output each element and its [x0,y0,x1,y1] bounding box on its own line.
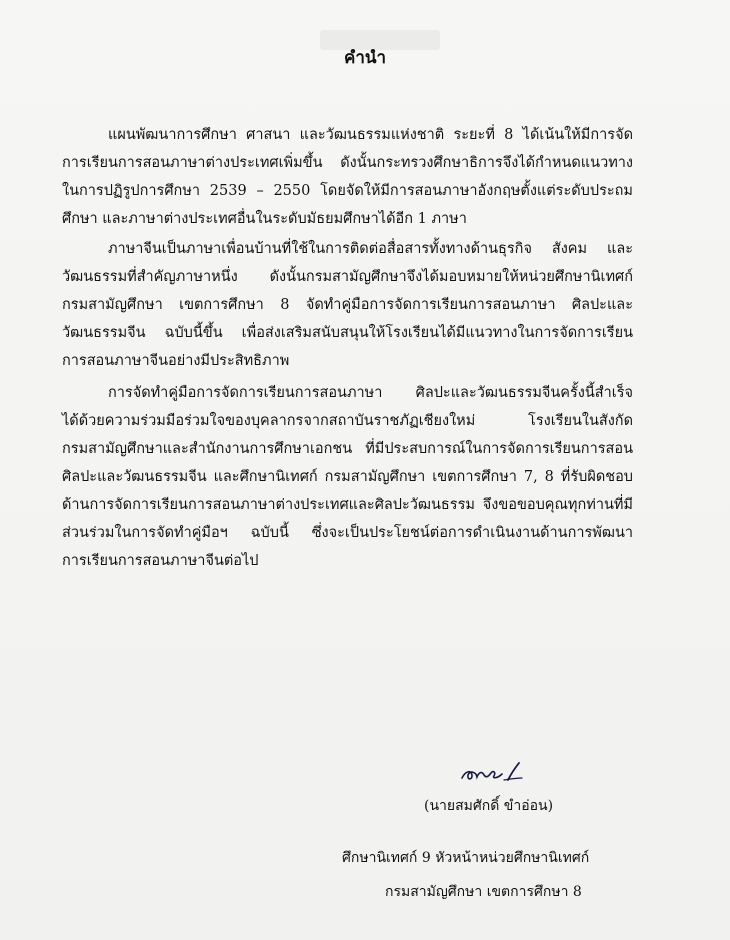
para-2-line-2: วัฒนธรรมที่สำคัญภาษาหนึ่ง ดังนั้นกรมสามัญศึกษาจึงได้มอบหมายให้หน่วยศึกษานิเทศก์ [62,269,633,285]
para-3-line-4: ศิลปะและวัฒนธรรมจีน และศึกษานิเทศก์ กรมสามัญศึกษา เขตการศึกษา 7, 8 ที่รับผิดชอบ [62,469,633,485]
para-3-line-1: การจัดทำคู่มือการจัดการเรียนการสอนภาษา ศิลปะและวัฒนธรรมจีนครั้งนี้สำเร็จ [108,385,633,401]
para-2-line-5: การสอนภาษาจีนอย่างมีประสิทธิภาพ [62,353,290,369]
para-1-line-4: ศึกษา และภาษาต่างประเทศอื่นในระดับมัธยมศึกษาได้อีก 1 ภาษา [62,211,467,227]
signer-position: ศึกษานิเทศก์ 9 หัวหน้าหน่วยศึกษานิเทศก์ [342,850,590,866]
para-3-line-2: ได้ด้วยความร่วมมือร่วมใจของบุคลากรจากสถาบันราชภัฏเชียงใหม่ โรงเรียนในสังกัด [62,413,633,429]
para-2-line-4: วัฒนธรรมจีน ฉบับนี้ขึ้น เพื่อส่งเสริมสนับสนุนให้โรงเรียนได้มีแนวทางในการจัดการเรียน [62,325,633,341]
para-3-line-3: กรมสามัญศึกษาและสำนักงานการศึกษาเอกชน ที่มีประสบการณ์ในการจัดการเรียนการสอน [62,441,633,457]
para-1-line-3: ในการปฏิรูปการศึกษา 2539 – 2550 โดยจัดให้มีการสอนภาษาอังกฤษตั้งแต่ระดับประถม [62,183,633,199]
para-3-line-6: ส่วนร่วมในการจัดทำคู่มือฯ ฉบับนี้ ซึ่งจะเป็นประโยชน์ต่อการดำเนินงานด้านการพัฒนา [62,525,633,541]
para-1-line-2: การเรียนการสอนภาษาต่างประเทศเพิ่มขึ้น ดังนั้นกระทรวงศึกษาธิการจึงได้กำหนดแนวทาง [62,155,633,171]
para-3-line-7: การเรียนการสอนภาษาจีนต่อไป [62,553,259,569]
page-title: คำนำ [343,48,387,68]
signer-name: (นายสมศักดิ์ ขำอ่อน) [424,798,554,814]
para-3-line-5: ด้านการจัดการเรียนการสอนภาษาต่างประเทศและศิลปะวัฒนธรรม จึงขอขอบคุณทุกท่านที่มี [62,497,633,513]
handwritten-signature [458,758,528,786]
para-2-line-1: ภาษาจีนเป็นภาษาเพื่อนบ้านที่ใช้ในการติดต่อสื่อสารทั้งทางด้านธุรกิจ สังคม และ [108,241,633,257]
signer-office: กรมสามัญศึกษา เขตการศึกษา 8 [385,884,582,900]
para-2-line-3: กรมสามัญศึกษา เขตการศึกษา 8 จัดทำคู่มือการจัดการเรียนการสอนภาษา ศิลปะและ [62,297,633,313]
para-1-line-1: แผนพัฒนาการศึกษา ศาสนา และวัฒนธรรมแห่งชาติ ระยะที่ 8 ได้เน้นให้มีการจัด [108,127,633,143]
